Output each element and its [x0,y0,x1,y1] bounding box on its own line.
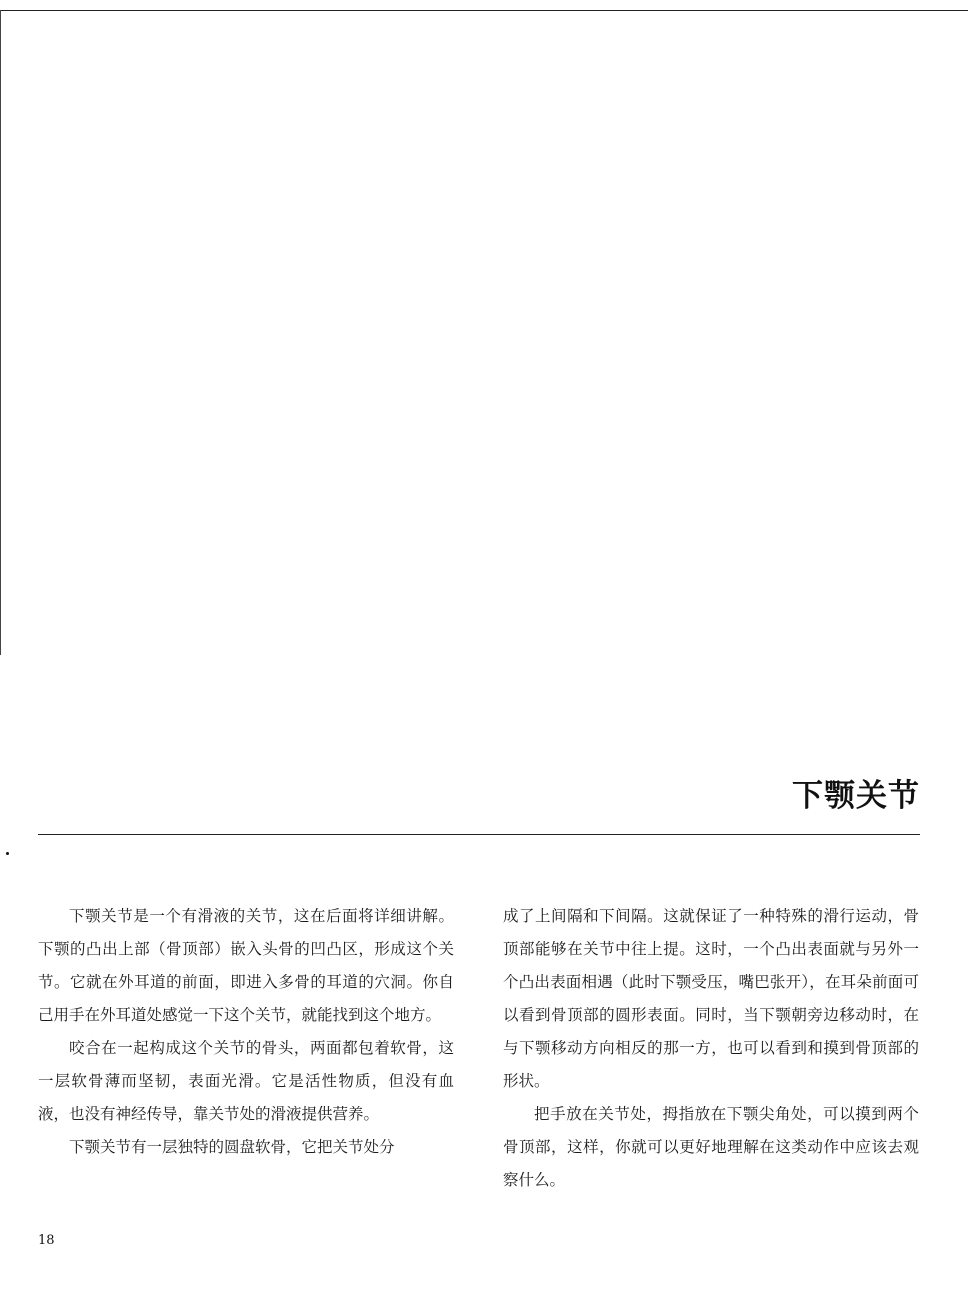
section-title: 下颚关节 [792,778,920,814]
title-underline-rule [38,834,920,835]
page-number: 18 [38,1233,55,1248]
body-paragraph-continued: 成了上间隔和下间隔。这就保证了一种特殊的滑行运动，骨顶部能够在关节中往上提。这时，一个凸出表面就与另外一个凸出表面相遇（此时下颚受压，嘴巴张开），在耳朵前面可以看到骨顶部的圆形表面。同时，当下颚朝旁边移动时，在与下颚移动方向相反的那一方，也可以看到和摸到骨顶部的形状。 [503,907,919,1090]
body-paragraph: 下颚关节是一个有滑液的关节，这在后面将详细讲解。下颚的凸出上部（骨顶部）嵌入头骨的凹凸区，形成这个关节。它就在外耳道的前面，即进入多骨的耳道的穴洞。你自己用手在外耳道处感觉一下这个关节，就能找到这个地方。 [38,907,454,1024]
body-paragraph: 咬合在一起构成这个关节的骨头，两面都包着软骨，这一层软骨薄而坚韧，表面光滑。它是活性物质，但没有血液，也没有神经传导，靠关节处的滑液提供营养。 [38,1039,454,1123]
left-border-rule [0,10,1,655]
body-paragraph: 把手放在关节处，拇指放在下颚尖角处，可以摸到两个骨顶部，这样，你就可以更好地理解在这类动作中应该去观察什么。 [503,1105,919,1189]
left-text-column [38,900,454,1164]
scan-speck [6,852,9,855]
top-border-rule [0,10,968,11]
body-paragraph: 下颚关节有一层独特的圆盘软骨，它把关节处分 [69,1138,395,1156]
right-text-column [503,900,919,1197]
